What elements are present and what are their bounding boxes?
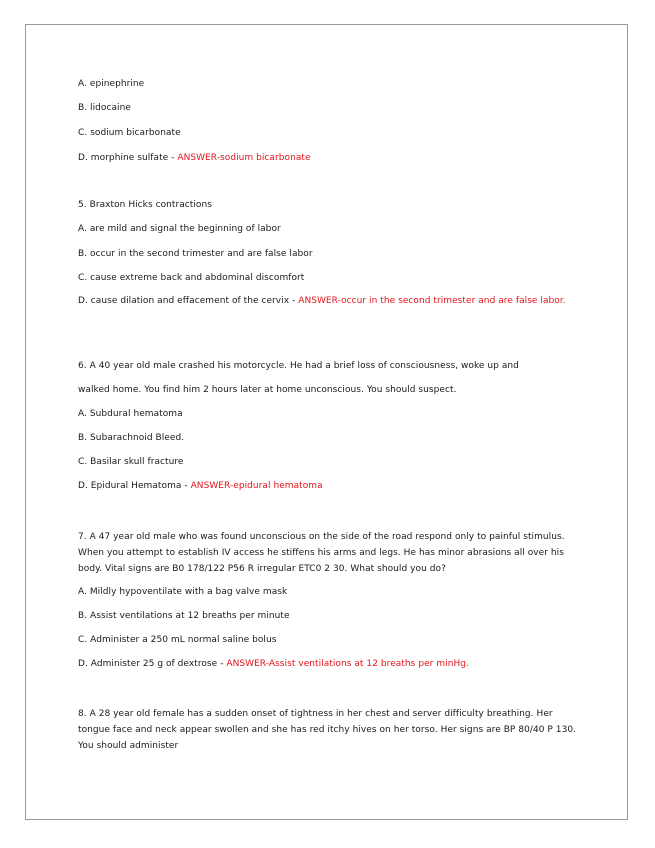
- q5-option-c: C. cause extreme back and abdominal discomfort: [78, 273, 305, 283]
- q7-question: 7. A 47 year old male who was found unconscious on the side of the road respond only to painful stimulus. When you attempt to establish IV access he stiffens his arms and legs. He has minor abrasions all over his body. Vital signs are B0 178/122 P56 R irregular ETC0 2 30. What should you do?: [78, 532, 565, 574]
- q7-option-d-text: D. Administer 25 g of dextrose -: [78, 659, 227, 669]
- q5-option-b: B. occur in the second trimester and are false labor: [78, 249, 313, 259]
- q6-option-d-text: D. Epidural Hematoma -: [78, 481, 191, 491]
- q7-answer: ANSWER-Assist ventilations at 12 breaths per minHg.: [226, 659, 469, 669]
- q4-option-c: C. sodium bicarbonate: [78, 128, 181, 138]
- q6-option-a: A. Subdural hematoma: [78, 409, 183, 419]
- q5-answer: ANSWER-occur in the second trimester and are false labor.: [298, 296, 566, 306]
- q5-option-d: [78, 295, 578, 308]
- q4-option-a: A. epinephrine: [78, 79, 145, 89]
- q6-question-line1: 6. A 40 year old male crashed his motorcycle. He had a brief loss of consciousness, woke up and: [78, 361, 519, 371]
- q6-option-c: C. Basilar skull fracture: [78, 457, 184, 467]
- q7-option-a: A. Mildly hypoventilate with a bag valve mask: [78, 587, 288, 597]
- q6-answer: ANSWER-epidural hematoma: [190, 481, 323, 491]
- q5-option-d-text: D. cause dilation and effacement of the cervix -: [78, 296, 299, 306]
- q4-answer: ANSWER-sodium bicarbonate: [177, 153, 311, 163]
- q6-question-line2: walked home. You find him 2 hours later at home unconscious. You should suspect.: [78, 385, 457, 395]
- q4-option-d: [78, 152, 578, 165]
- q7-option-c: C. Administer a 250 mL normal saline bolus: [78, 635, 277, 645]
- q7-option-d: [78, 658, 578, 671]
- q8-question: 8. A 28 year old female has a sudden onset of tightness in her chest and server difficulty breathing. Her tongue face and neck appear swollen and she has red itchy hives on her torso. Her signs are BP 80/40 P 130. You should administer: [78, 709, 577, 751]
- q5-option-a: A. are mild and signal the beginning of labor: [78, 224, 281, 234]
- q7-option-b: B. Assist ventilations at 12 breaths per minute: [78, 611, 290, 621]
- q4-option-b: B. lidocaine: [78, 103, 131, 113]
- document-page: [25, 24, 628, 820]
- q6-option-b: B. Subarachnoid Bleed.: [78, 433, 185, 443]
- q6-option-d: [78, 480, 578, 493]
- q5-question: 5. Braxton Hicks contractions: [78, 200, 212, 210]
- q4-option-d-text: D. morphine sulfate -: [78, 153, 178, 163]
